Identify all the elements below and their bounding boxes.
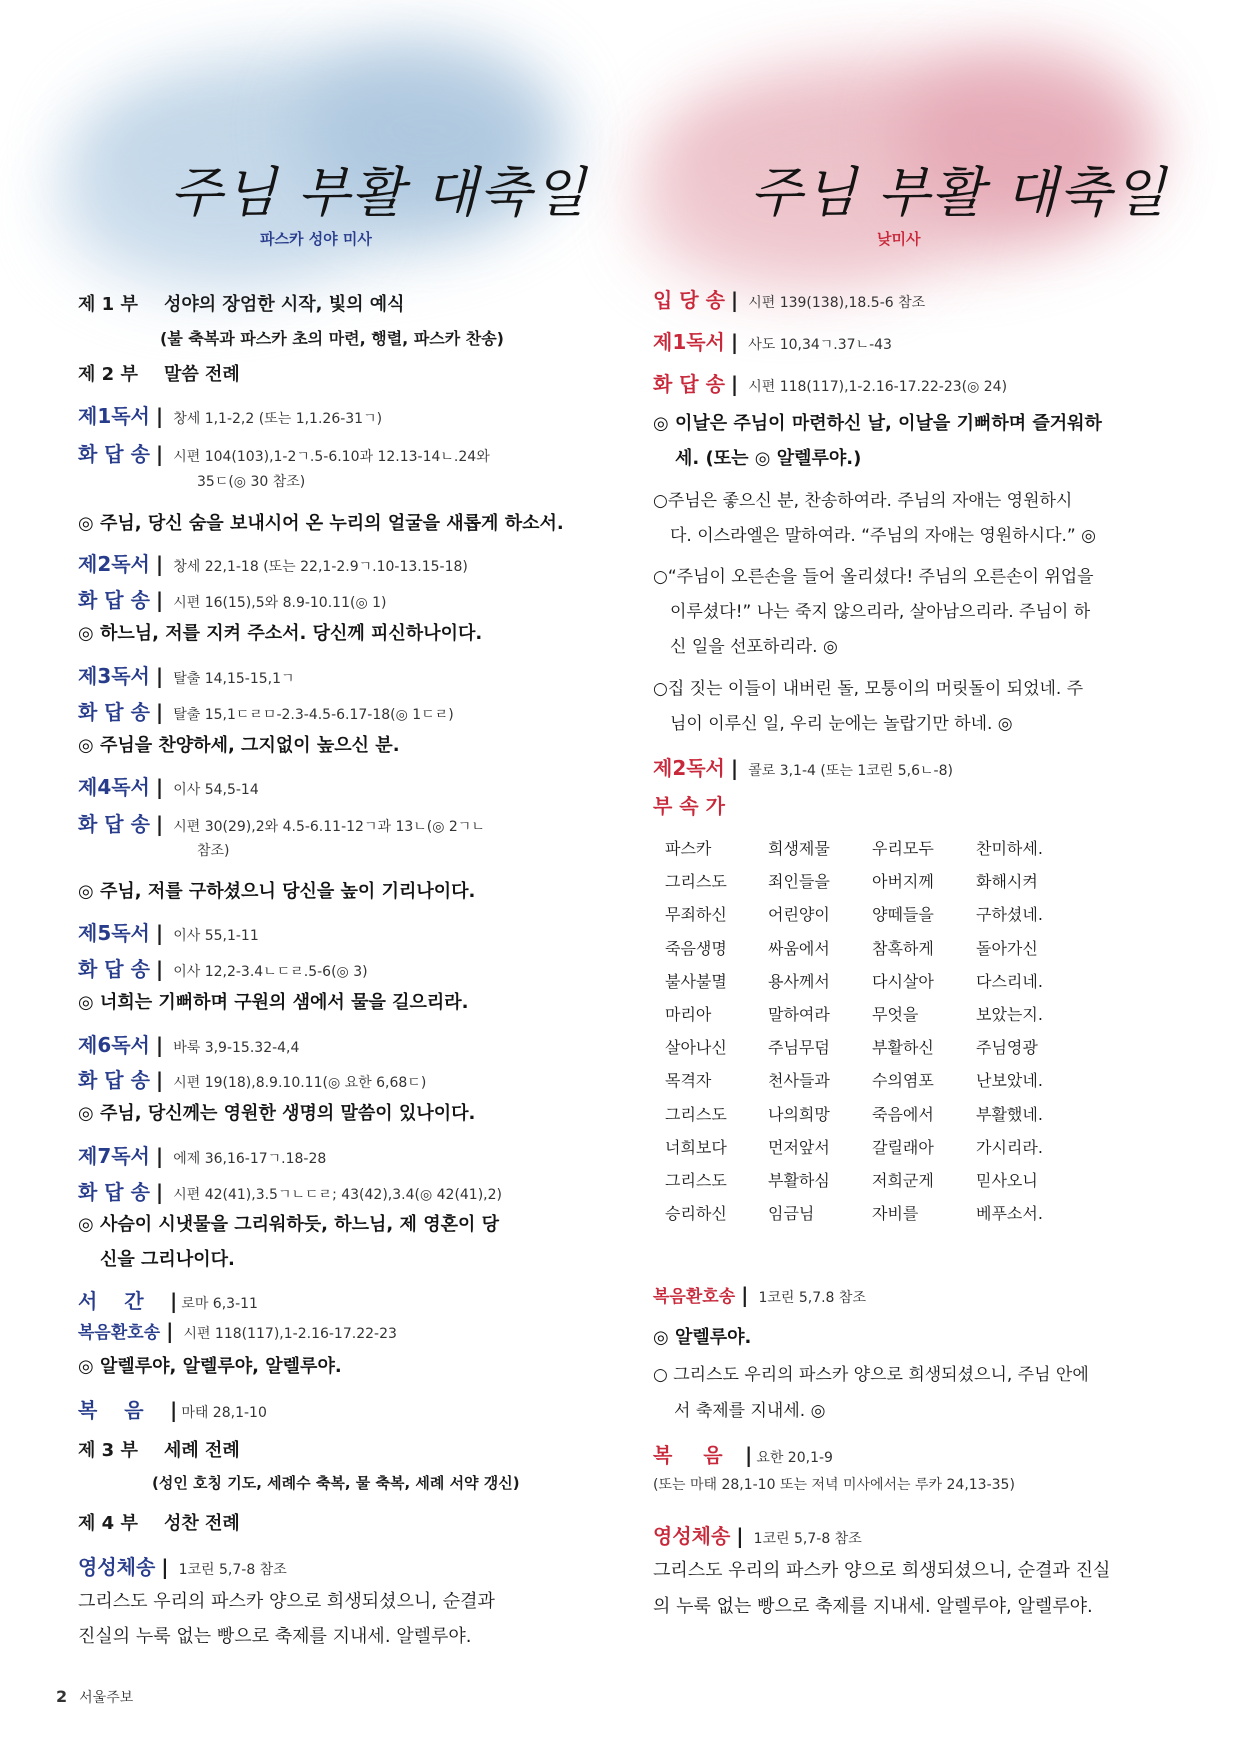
reading-6-row: 제6독서 | 바룩 3,9-15.32-4,4 [78,1033,300,1057]
sequence-cell: 죄인들을 [768,872,830,892]
sequence-cell: 용사께서 [768,971,830,991]
sequence-cell: 베푸소서. [976,1204,1043,1224]
sequence-cell: 파스카 [665,839,712,858]
page-number: 2 [56,1687,68,1706]
sequence-cell: 무죄하신 [665,905,727,925]
psalm-2-row: 화 답 송 | 시편 16(15),5와 8.9-10.11(◎ 1) [78,588,387,612]
psalm-5-row: 화 답 송 | 이사 12,2-3.4ㄴㄷㄹ.5-6(◎ 3) [78,957,368,981]
sequence-cell: 그리스도 [665,872,727,892]
psalm-1-ref-cont: 35ㄷ(◎ 30 참조) [197,474,306,490]
sequence-cell: 어린양이 [768,905,830,925]
response-4: ◎ 주님, 저를 구하셨으니 당신을 높이 기리나이다. [78,881,476,902]
reading-1-row: 제1독서 | 창세 1,1-2,2 (또는 1,1.26-31ㄱ) [78,404,383,428]
sequence-cell: 무엇을 [872,1005,919,1024]
reading-5-row: 제5독서 | 이사 55,1-11 [78,921,259,945]
sequence-cell: 죽음에서 [872,1104,934,1124]
sequence-cell: 천사들과 [768,1071,830,1091]
right-acclamation-row: 복음환호송 | 1코린 5,7.8 참조 [653,1283,866,1307]
psalm-verse-3a: ○집 짓는 이들이 내버린 돌, 모퉁이의 머릿돌이 되었네. 주 [653,679,1084,699]
right-response-cont: 세. (또는 ◎ 알렐루야.) [675,448,862,469]
reading-4-row: 제4독서 | 이사 54,5-14 [78,775,259,799]
sequence-cell: 주님무덤 [768,1038,830,1058]
response-7: ◎ 사슴이 시냇물을 그리워하듯, 하느님, 제 영혼이 당 [78,1214,500,1235]
reading-7-row: 제7독서 | 에제 36,16-17ㄱ.18-28 [78,1144,327,1168]
sequence-cell: 찬미하세. [976,839,1043,858]
reading-3-row: 제3독서 | 탈출 14,15-15,1ㄱ [78,664,295,688]
gospel-alternative: (또는 마태 28,1-10 또는 저녁 미사에서는 루카 24,13-35) [653,1477,1015,1493]
sequence-cell: 먼저앞서 [768,1137,830,1157]
right-title: 주님 부활 대축일 [750,161,1168,224]
psalm-verse-1a: ○주님은 좋으신 분, 찬송하여라. 주님의 자애는 영원하시 [653,491,1073,511]
sequence-cell: 승리하신 [665,1204,727,1224]
sequence-cell: 참혹하게 [872,938,934,958]
sequence-cell: 목격자 [665,1071,712,1091]
sequence-cell: 부활하심 [768,1171,830,1190]
left-title: 주님 부활 대축일 [170,161,588,224]
communion-row: 영성체송 | 1코린 5,7-8 참조 [78,1555,287,1579]
right-communion-text-2: 의 누룩 없는 빵으로 축제를 지내세. 알렐루야, 알렐루야. [653,1596,1093,1617]
part-1-subtitle: (불 축복과 파스카 초의 마련, 행렬, 파스카 찬송) [160,329,504,348]
response-2: ◎ 하느님, 저를 지켜 주소서. 당신께 피신하나이다. [78,623,483,644]
sequence-cell: 구하셨네. [976,905,1043,925]
sequence-cell: 우리모두 [872,839,934,858]
sequence-cell: 보았는지. [976,1005,1043,1024]
sequence-cell: 부활하신 [872,1038,934,1058]
part-3-heading: 제 3 부 세례 전례 [78,1440,240,1461]
sequence-cell: 불사불멸 [665,971,727,991]
gospel-row: 복 음 | 마태 28,1-10 [78,1398,267,1422]
psalm-verse-3b: 님이 이루신 일, 우리 눈에는 놀랍기만 하네. ◎ [670,714,1013,734]
right-subtitle: 낮미사 [877,230,921,248]
sequence-cell: 돌아가신 [976,938,1038,958]
sequence-cell: 임금님 [768,1204,815,1224]
sequence-cell: 갈릴래아 [872,1137,934,1157]
part-4-heading: 제 4 부 성찬 전례 [78,1513,240,1534]
sequence-cell: 말하여라 [768,1005,830,1024]
right-psalm-row: 화 답 송 | 시편 118(117),1-2.16-17.22-23(◎ 24) [653,372,1008,396]
part-2-heading: 제 2 부 말씀 전례 [78,364,240,385]
sequence-cell: 그리스도 [665,1171,727,1190]
left-subtitle: 파스카 성야 미사 [260,230,372,248]
sequence-cell: 희생제물 [768,839,830,858]
psalm-3-row: 화 답 송 | 탈출 15,1ㄷㄹㅁ-2.3-4.5-6.17-18(◎ 1ㄷㄹ) [78,700,454,724]
part-3-subtitle: (성인 호칭 기도, 세례수 축복, 물 축복, 세례 서약 갱신) [152,1474,520,1492]
sequence-cell: 자비를 [872,1204,919,1224]
right-reading-1-row: 제1독서 | 사도 10,34ㄱ.37ㄴ-43 [653,330,892,354]
psalm-4-ref-cont: 참조) [197,843,230,859]
right-gospel-row: 복 음 | 요한 20,1-9 [653,1443,833,1467]
response-3: ◎ 주님을 찬양하세, 그지없이 높으신 분. [78,735,400,756]
sequence-cell: 죽음생명 [665,938,727,958]
sequence-cell: 싸움에서 [768,938,830,958]
psalm-4-row: 화 답 송 | 시편 30(29),2와 4.5-6.11-12ㄱ과 13ㄴ(◎ 2ㄱㄴ [78,812,485,836]
sequence-cell: 양떼들을 [872,905,934,925]
right-alleluia: ◎ 알렐루야. [653,1327,752,1348]
sequence-cell: 마리아 [665,1005,712,1024]
entrance-antiphon-row: 입 당 송 | 시편 139(138),18.5-6 참조 [653,288,926,312]
communion-text-1: 그리스도 우리의 파스카 양으로 희생되셨으니, 순결과 [78,1591,495,1612]
sequence-cell: 수의염포 [872,1071,934,1091]
sequence-cell: 나의희망 [768,1104,830,1124]
psalm-verse-1b: 다. 이스라엘은 말하여라. “주님의 자애는 영원하시다.” ◎ [670,526,1096,546]
psalm-7-row: 화 답 송 | 시편 42(41),3.5ㄱㄴㄷㄹ; 43(42),3.4(◎ 42(41),2) [78,1180,502,1204]
acclamation-verse-a: ○ 그리스도 우리의 파스카 양으로 희생되셨으니, 주님 안에 [653,1365,1089,1385]
acclamation-verse-b: 서 축제를 지내세. ◎ [674,1401,826,1421]
psalm-verse-2c: 신 일을 선포하리라. ◎ [670,637,838,657]
sequence-cell: 믿사오니 [976,1171,1038,1190]
sequence-heading: 부 속 가 [653,794,725,818]
communion-text-2: 진실의 누룩 없는 빵으로 축제를 지내세. 알렐루야. [78,1626,472,1647]
psalm-1-row: 화 답 송 | 시편 104(103),1-2ㄱ.5-6.10과 12.13-14ㄴ.24와 [78,442,490,466]
page-footer [56,1687,133,1707]
response-5: ◎ 너희는 기뻐하며 구원의 샘에서 물을 길으리라. [78,992,469,1013]
psalm-6-row: 화 답 송 | 시편 19(18),8.9.10.11(◎ 요한 6,68ㄷ) [78,1068,427,1092]
part-1-heading: 제 1 부 성야의 장엄한 시작, 빛의 예식 [78,294,405,315]
psalm-verse-2b: 이루셨다!” 나는 죽지 않으리라, 살아남으리라. 주님이 하 [670,602,1091,622]
response-7-cont: 신을 그리나이다. [100,1249,235,1270]
gospel-acclamation-row: 복음환호송 | 시편 118(117),1-2.16-17.22-23 [78,1319,397,1343]
sequence-cell: 부활했네. [976,1104,1043,1124]
publication-name: 서울주보 [79,1690,134,1706]
sequence-cell: 주님영광 [976,1038,1038,1058]
sequence-cell: 살아나신 [665,1038,727,1058]
sequence-cell: 가시리라. [976,1137,1043,1157]
psalm-verse-2a: ○“주님이 오른손을 들어 올리셨다! 주님의 오른손이 위업을 [653,567,1094,587]
sequence-cell: 그리스도 [665,1104,727,1124]
alleluia-response: ◎ 알렐루야, 알렐루야, 알렐루야. [78,1356,342,1377]
reading-2-row: 제2독서 | 창세 22,1-18 (또는 22,1-2.9ㄱ.10-13.15-18) [78,552,468,576]
right-communion-text-1: 그리스도 우리의 파스카 양으로 희생되셨으니, 순결과 진실 [653,1560,1111,1581]
sequence-cell: 너희보다 [665,1137,727,1157]
sequence-cell: 아버지께 [872,872,934,892]
right-communion-row: 영성체송 | 1코린 5,7-8 참조 [653,1524,862,1548]
sequence-cell: 난보았네. [976,1071,1043,1091]
right-response: ◎ 이날은 주님이 마련하신 날, 이날을 기뻐하며 즐거워하 [653,413,1102,434]
sequence-cell: 화해시켜 [976,872,1038,892]
sequence-cell: 다시살아 [872,971,934,991]
response-6: ◎ 주님, 당신께는 영원한 생명의 말씀이 있나이다. [78,1103,476,1124]
epistle-row: 서 간 | 로마 6,3-11 [78,1289,258,1313]
right-reading-2-row: 제2독서 | 콜로 3,1-4 (또는 1코린 5,6ㄴ-8) [653,756,953,780]
response-1: ◎ 주님, 당신 숨을 보내시어 온 누리의 얼굴을 새롭게 하소서. [78,513,564,534]
sequence-cell: 다스리네. [976,971,1043,991]
sequence-cell: 저희군게 [872,1171,934,1190]
